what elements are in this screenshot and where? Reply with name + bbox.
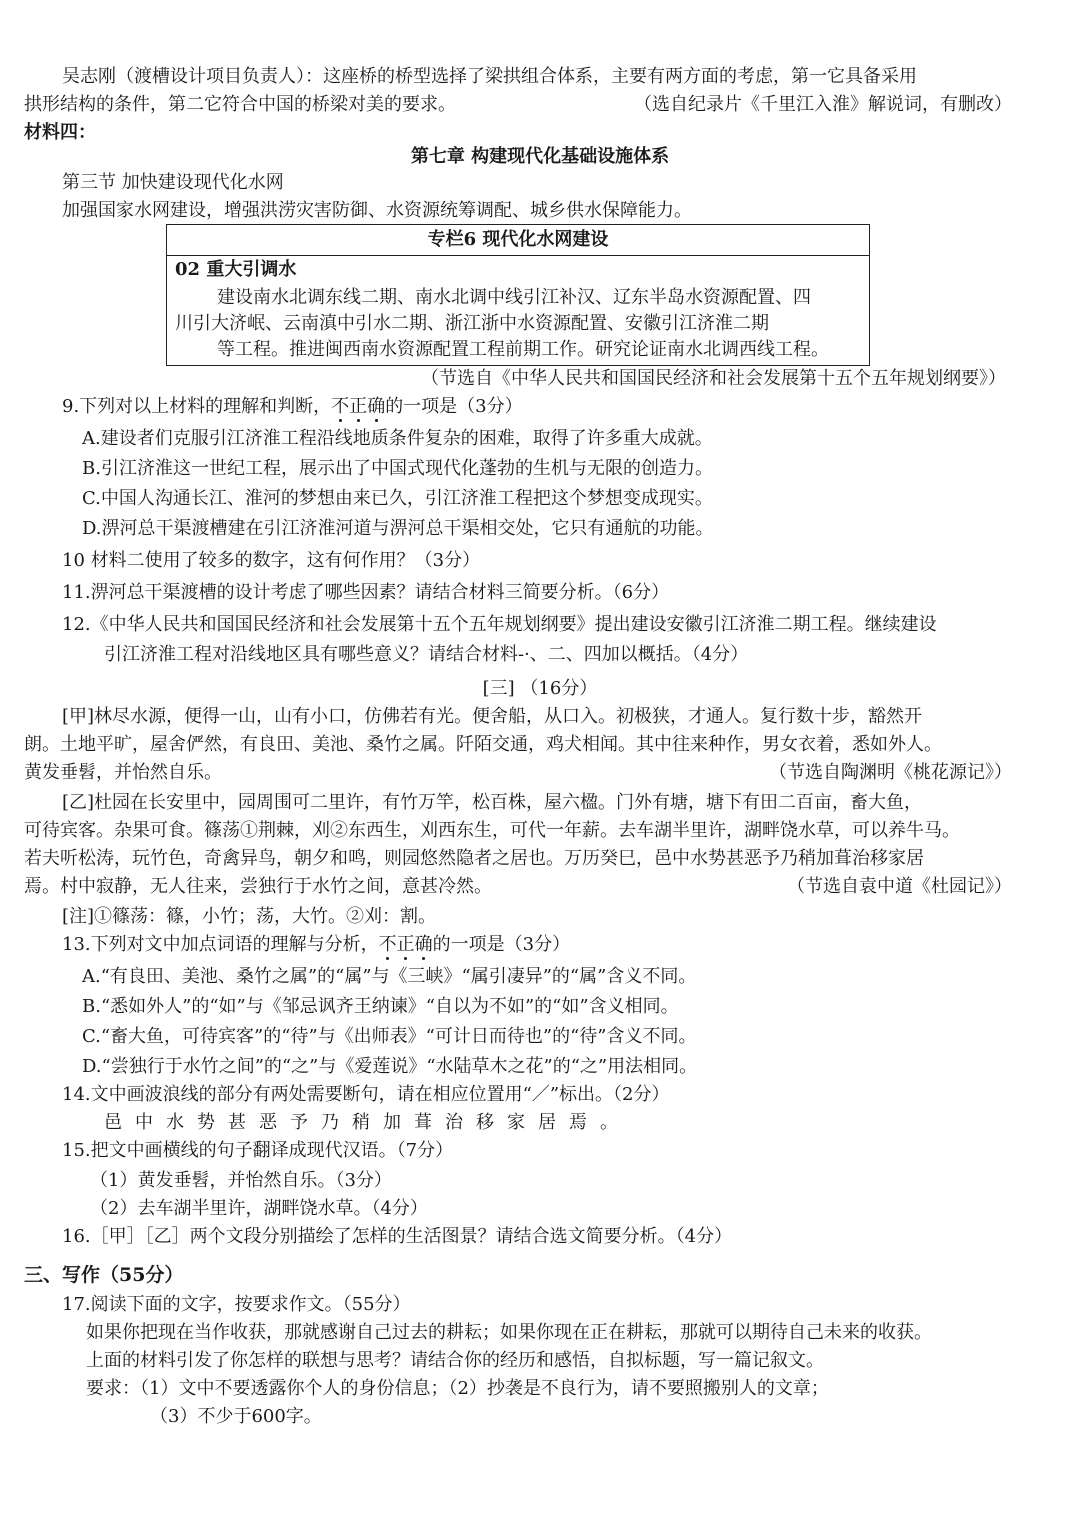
passage-yi-line: [乙]杜园在长安里中，园周围可二里许，有竹万竿，松百株，屋六楹。门外有塘，塘下有田二百亩，畜大鱼，	[62, 792, 923, 813]
column-box-line: 川引大济岷、云南滇中引水二期、浙江浙中水资源配置、安徽引江济淮二期	[175, 313, 769, 334]
material4-intro: 加强国家水网建设，增强洪涝灾害防御、水资源统筹调配、城乡供水保障能力。	[62, 200, 692, 221]
passage-jia-line: 朗。土地平旷，屋舍俨然，有良田、美池、桑竹之属。阡陌交通，鸡犬相闻。其中往来种作，男女衣着，悉如外人。	[24, 734, 942, 755]
question-11: 11.淠河总干渠渡槽的设计考虑了哪些因素？请结合材料三简要分析。（6分）	[62, 582, 670, 603]
question-12-line: 12.《中华人民共和国国民经济和社会发展第十五个五年规划纲要》提出建设安徽引江济淮二期工程。继续建设	[62, 614, 937, 635]
question-15-stem: 15.把文中画横线的句子翻译成现代汉语。（7分）	[62, 1140, 454, 1161]
question-9-stem: 9.下列对以上材料的理解和判断，不正确的一项是（3分）	[62, 396, 523, 417]
passage-yi-source: （节选自袁中道《杜园记》）	[787, 876, 1012, 897]
column-box-title: 专栏6 现代化水网建设	[167, 225, 869, 256]
column-box-subtitle: 02 重大引调水	[175, 259, 297, 280]
writing-requirements: （3）不少于600字。	[150, 1406, 322, 1427]
question-9-option-c: C.中国人沟通长江、淮河的梦想由来已久，引江济淮工程把这个梦想变成现实。	[82, 488, 713, 509]
emphasis-dotted: 不正确	[378, 934, 433, 955]
column-box-line: 等工程。推进闽西南水资源配置工程前期工作。研究论证南水北调西线工程。	[217, 339, 829, 360]
question-13-option-c: C.“畜大鱼，可待宾客”的“待”与《出师表》“可计日而待也”的“待”含义不同。	[82, 1026, 697, 1047]
writing-quote: 如果你把现在当作收获，那就感谢自己过去的耕耘；如果你现在正在耕耘，那就可以期待自己未来的收获。	[86, 1322, 932, 1343]
passage-jia-line: 黄发垂髫，并怡然自乐。	[24, 762, 222, 783]
question-13-option-d: D.“尝独行于水竹之间”的“之”与《爱莲说》“水陆草木之花”的“之”用法相同。	[82, 1056, 698, 1077]
material3-text-line: 拱形结构的条件，第二它符合中国的桥梁对美的要求。	[24, 94, 456, 115]
writing-prompt: 上面的材料引发了你怎样的联想与思考？请结合你的经历和感悟，自拟标题，写一篇记叙文。	[86, 1350, 824, 1371]
writing-requirements: 要求：（1）文中不要透露你个人的身份信息；（2）抄袭是不良行为，请不要照搬别人的文章；	[86, 1378, 829, 1399]
section-title: 第三节 加快建设现代化水网	[62, 172, 284, 193]
material4-label: 材料四：	[24, 122, 96, 143]
question-13-option-b: B.“悉如外人”的“如”与《邹忌讽齐王纳谏》“自以为不如”的“如”含义相同。	[82, 996, 679, 1017]
emphasis-dotted: 不正确	[331, 396, 386, 417]
question-15-part-2: （2）去车湖半里许，湖畔饶水草。（4分）	[90, 1198, 428, 1219]
part-3-heading: [三] （16分）	[482, 678, 598, 699]
column-box-line: 建设南水北调东线二期、南水北调中线引江补汉、辽东半岛水资源配置、四	[217, 287, 811, 308]
passage-yi-line: 焉。村中寂静，无人往来，尝独行于水竹之间，意甚冷然。	[24, 876, 492, 897]
passage-yi-line: 可待宾客。杂果可食。篠荡①荆棘，刈②东西生，刈西东生，可代一年薪。去车湖半里许，湖畔饶水草，可以养牛马。	[24, 820, 960, 841]
question-15-part-1: （1）黄发垂髫，并怡然自乐。（3分）	[90, 1170, 392, 1191]
question-9-option-d: D.淠河总干渠渡槽建在引江济淮河道与淠河总干渠相交处，它只有通航的功能。	[82, 518, 714, 539]
passage-jia-source: （节选自陶渊明《桃花源记》）	[769, 762, 1012, 783]
question-17-stem: 17.阅读下面的文字，按要求作文。（55分）	[62, 1294, 411, 1315]
material4-source: （节选自《中华人民共和国国民经济和社会发展第十五个五年规划纲要》）	[421, 368, 1006, 389]
material3-source: （选自纪录片《千里江入淮》解说词，有删改）	[634, 94, 1012, 115]
question-9-option-b: B.引江济淮这一世纪工程，展示出了中国式现代化蓬勃的生机与无限的创造力。	[82, 458, 713, 479]
writing-heading: 三、写作（55分）	[24, 1264, 184, 1286]
question-13-stem: 13.下列对文中加点词语的理解与分析，不正确的一项是（3分）	[62, 934, 571, 955]
passage-yi-line: 若夫听松涛，玩竹色，奇禽异鸟，朝夕和鸣，则园悠然隐者之居也。万历癸巳，邑中水势甚恶予乃稍加葺治移家居	[24, 848, 924, 869]
chapter-title: 第七章 构建现代化基础设施体系	[410, 146, 670, 167]
passage-jia-line: [甲]林尽水源，便得一山，山有小口，仿佛若有光。便舍船，从口入。初极狭，才通人。复行数十步，豁然开	[62, 706, 923, 727]
question-16: 16.［甲］［乙］两个文段分别描绘了怎样的生活图景？请结合选文简要分析。（4分）	[62, 1226, 733, 1247]
annotation-note: [注]①篠荡：篠，小竹；荡，大竹。②刈：割。	[62, 906, 437, 927]
question-9-option-a: A.建设者们克服引江济淮工程沿线地质条件复杂的困难，取得了许多重大成就。	[82, 428, 713, 449]
material3-text-line: 吴志刚（渡槽设计项目负责人）：这座桥的桥型选择了梁拱组合体系，主要有两方面的考虑，第一它具备采用	[62, 66, 917, 87]
question-14-stem: 14.文中画波浪线的部分有两处需要断句，请在相应位置用“／”标出。（2分）	[62, 1084, 670, 1105]
column-box	[166, 224, 870, 366]
question-12-line: 引江济淮工程对沿线地区具有哪些意义？请结合材料-·、二、四加以概括。（4分）	[104, 644, 749, 665]
question-13-option-a: A.“有良田、美池、桑竹之属”的“属”与《三峡》“属引凄异”的“属”含义不同。	[82, 966, 697, 987]
question-10: 10 材料二使用了较多的数字，这有何作用？（3分）	[62, 550, 481, 571]
question-14-text: 邑中水势甚恶予乃稍加葺治移家居焉。	[104, 1112, 631, 1133]
